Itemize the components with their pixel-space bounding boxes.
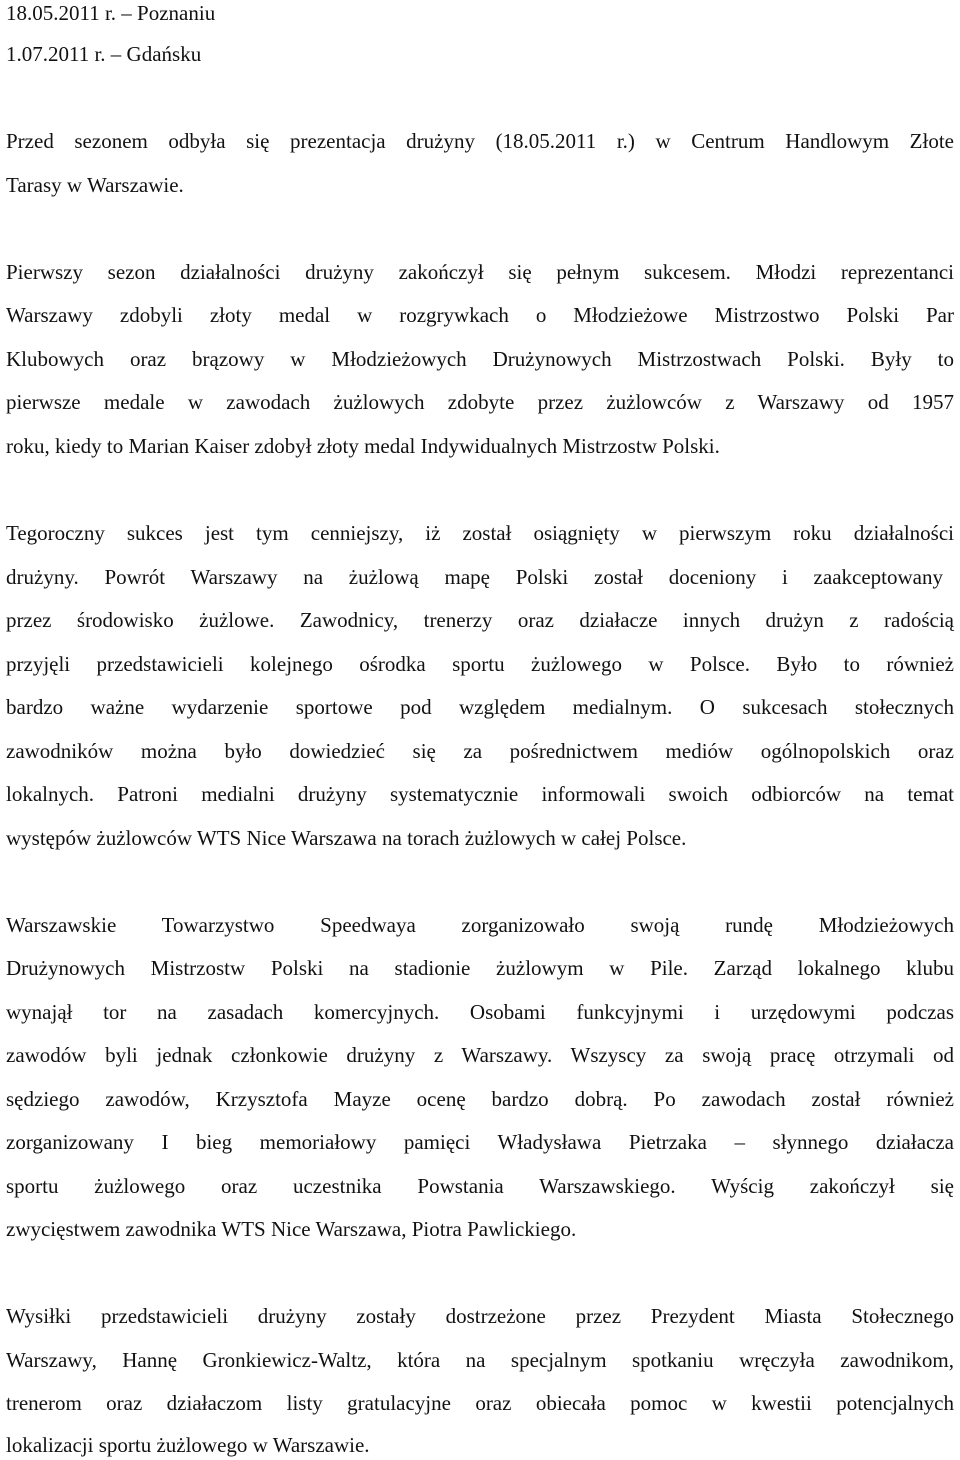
paragraph-line: sportu żużlowego oraz uczestnika Powstania Warszawskiego. Wyścig zakończył się: [6, 1174, 954, 1198]
paragraph-line: pierwsze medale w zawodach żużlowych zdobyte przez żużlowców z Warszawy od 1957: [6, 390, 954, 414]
paragraph-line: Wysiłki przedstawicieli drużyny zostały dostrzeżone przez Prezydent Miasta Stołecznego: [6, 1304, 954, 1328]
paragraph-line: Pierwszy sezon działalności drużyny zakończył się pełnym sukcesem. Młodzi reprezentanci: [6, 260, 954, 284]
paragraph-line: lokalnych. Patroni medialni drużyny systematycznie informowali swoich odbiorców na temat: [6, 782, 954, 806]
paragraph-line: lokalizacji sportu żużlowego w Warszawie.: [6, 1433, 370, 1457]
paragraph-line: wynajął tor na zasadach komercyjnych. Osobami funkcyjnymi i urzędowymi podczas: [6, 1000, 954, 1024]
paragraph-line: sędziego zawodów, Krzysztofa Mayze ocenę bardzo dobrą. Po zawodach został również: [6, 1087, 954, 1111]
paragraph-line: drużyny. Powrót Warszawy na żużlową mapę Polski został doceniony i zaakceptowany: [6, 565, 943, 589]
paragraph-line: Tarasy w Warszawie.: [6, 173, 184, 197]
paragraph-line: zawodników można było dowiedzieć się za pośrednictwem mediów ogólnopolskich oraz: [6, 739, 954, 763]
paragraph-line: występów żużlowców WTS Nice Warszawa na torach żużlowych w całej Polsce.: [6, 826, 687, 850]
paragraph-line: przez środowisko żużlowe. Zawodnicy, trenerzy oraz działacze innych drużyn z radością: [6, 608, 954, 632]
header-date-line: 1.07.2011 r. – Gdańsku: [6, 42, 202, 66]
paragraph-line: Przed sezonem odbyła się prezentacja drużyny (18.05.2011 r.) w Centrum Handlowym Złote: [6, 129, 954, 153]
paragraph-line: Tegoroczny sukces jest tym cenniejszy, iż został osiągnięty w pierwszym roku działalności: [6, 521, 954, 545]
paragraph-line: Drużynowych Mistrzostw Polski na stadionie żużlowym w Pile. Zarząd lokalnego klubu: [6, 956, 954, 980]
paragraph-line: bardzo ważne wydarzenie sportowe pod względem medialnym. O sukcesach stołecznych: [6, 695, 954, 719]
paragraph-line: Warszawy zdobyli złoty medal w rozgrywkach o Młodzieżowe Mistrzostwo Polski Par: [6, 303, 954, 327]
paragraph-line: Warszawskie Towarzystwo Speedwaya zorganizowało swoją rundę Młodzieżowych: [6, 913, 954, 937]
paragraph-line: zorganizowany I bieg memoriałowy pamięci Władysława Pietrzaka – słynnego działacza: [6, 1130, 954, 1154]
paragraph-line: Klubowych oraz brązowy w Młodzieżowych Drużynowych Mistrzostwach Polski. Były to: [6, 347, 954, 371]
paragraph-line: roku, kiedy to Marian Kaiser zdobył złoty medal Indywidualnych Mistrzostw Polski.: [6, 434, 720, 458]
paragraph-line: trenerom oraz działaczom listy gratulacyjne oraz obiecała pomoc w kwestii potencjalnych: [6, 1391, 954, 1415]
paragraph-line: Warszawy, Hannę Gronkiewicz-Waltz, która na specjalnym spotkaniu wręczyła zawodnikom,: [6, 1348, 954, 1372]
paragraph-line: przyjęli przedstawicieli kolejnego ośrodka sportu żużlowego w Polsce. Było to również: [6, 652, 954, 676]
header-date-line: 18.05.2011 r. – Poznaniu: [6, 1, 216, 25]
paragraph-line: zawodów byli jednak członkowie drużyny z Warszawy. Wszyscy za swoją pracę otrzymali od: [6, 1043, 954, 1067]
paragraph-line: zwycięstwem zawodnika WTS Nice Warszawa, Piotra Pawlickiego.: [6, 1217, 577, 1241]
